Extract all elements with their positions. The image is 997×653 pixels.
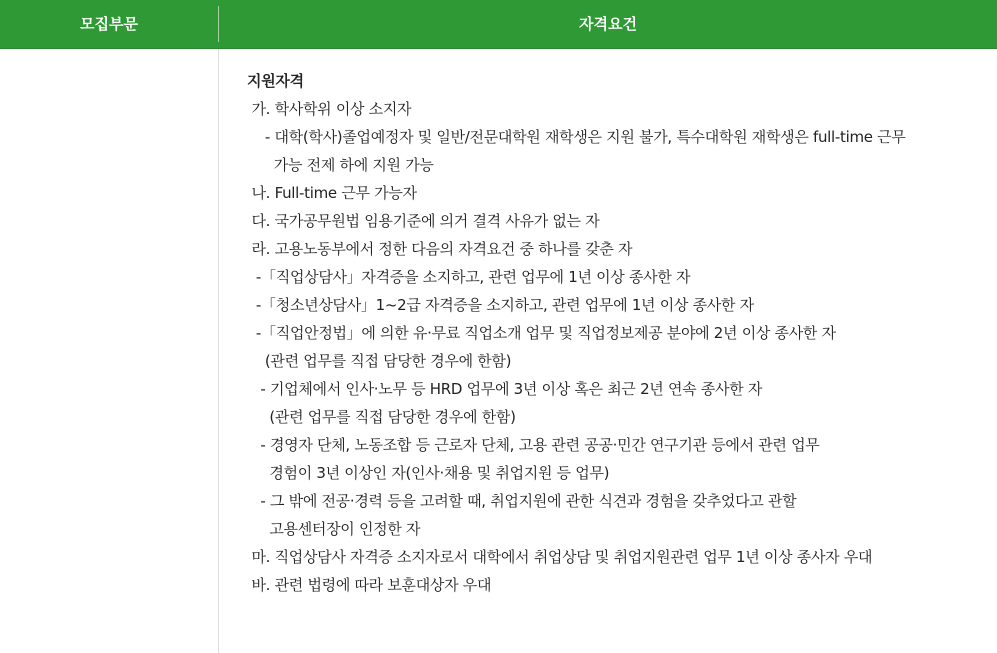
requirement-line: 라. 고용노동부에서 정한 다음의 자격요건 중 하나를 갖춘 자 xyxy=(247,240,633,258)
requirement-line: -「직업안정법」에 의한 유·무료 직업소개 업무 및 직업정보제공 분야에 2년 이상 종사한 자 xyxy=(247,324,836,342)
requirement-line: 가. 학사학위 이상 소지자 xyxy=(247,100,412,118)
requirement-line: -「청소년상담사」1~2급 자격증을 소지하고, 관련 업무에 1년 이상 종사한 자 xyxy=(247,296,754,314)
requirement-line: 바. 관련 법령에 따라 보훈대상자 우대 xyxy=(247,576,492,594)
requirement-line: 고용센터장이 인정한 자 xyxy=(247,520,421,538)
requirement-line: - 경영자 단체, 노동조합 등 근로자 단체, 고용 관련 공공·민간 연구기관 등에서 관련 업무 xyxy=(247,436,820,454)
requirement-line: 나. Full-time 근무 가능자 xyxy=(247,184,417,202)
requirement-line: 경험이 3년 이상인 자(인사·채용 및 취업지원 등 업무) xyxy=(247,464,610,482)
requirement-line: - 그 밖에 전공·경력 등을 고려할 때, 취업지원에 관한 식견과 경험을 갖추었다고 관할 xyxy=(247,492,797,510)
requirement-line: - 대학(학사)졸업예정자 및 일반/전문대학원 재학생은 지원 불가, 특수대학원 재학생은 full-time 근무 xyxy=(247,128,906,146)
section-heading: 지원자격 xyxy=(247,72,304,90)
requirement-line: (관련 업무를 직접 담당한 경우에 한함) xyxy=(247,352,512,370)
recruitment-field-cell xyxy=(0,49,218,653)
qualifications-cell xyxy=(247,67,982,599)
requirement-line: (관련 업무를 직접 담당한 경우에 한함) xyxy=(247,408,516,426)
column-divider xyxy=(218,49,219,653)
requirement-line: 마. 직업상담사 자격증 소지자로서 대학에서 취업상담 및 취업지원관련 업무 1년 이상 종사자 우대 xyxy=(247,548,873,566)
requirement-line: 다. 국가공무원법 임용기준에 의거 결격 사유가 없는 자 xyxy=(247,212,600,230)
header-recruitment-field: 모집부문 xyxy=(80,15,138,33)
requirement-line: -「직업상담사」자격증을 소지하고, 관련 업무에 1년 이상 종사한 자 xyxy=(247,268,691,286)
header-qualifications: 자격요건 xyxy=(579,15,637,33)
requirement-line: - 기업체에서 인사·노무 등 HRD 업무에 3년 이상 혹은 최근 2년 연속 종사한 자 xyxy=(247,380,763,398)
requirement-line: 가능 전제 하에 지원 가능 xyxy=(247,156,434,174)
table-header xyxy=(0,0,997,49)
